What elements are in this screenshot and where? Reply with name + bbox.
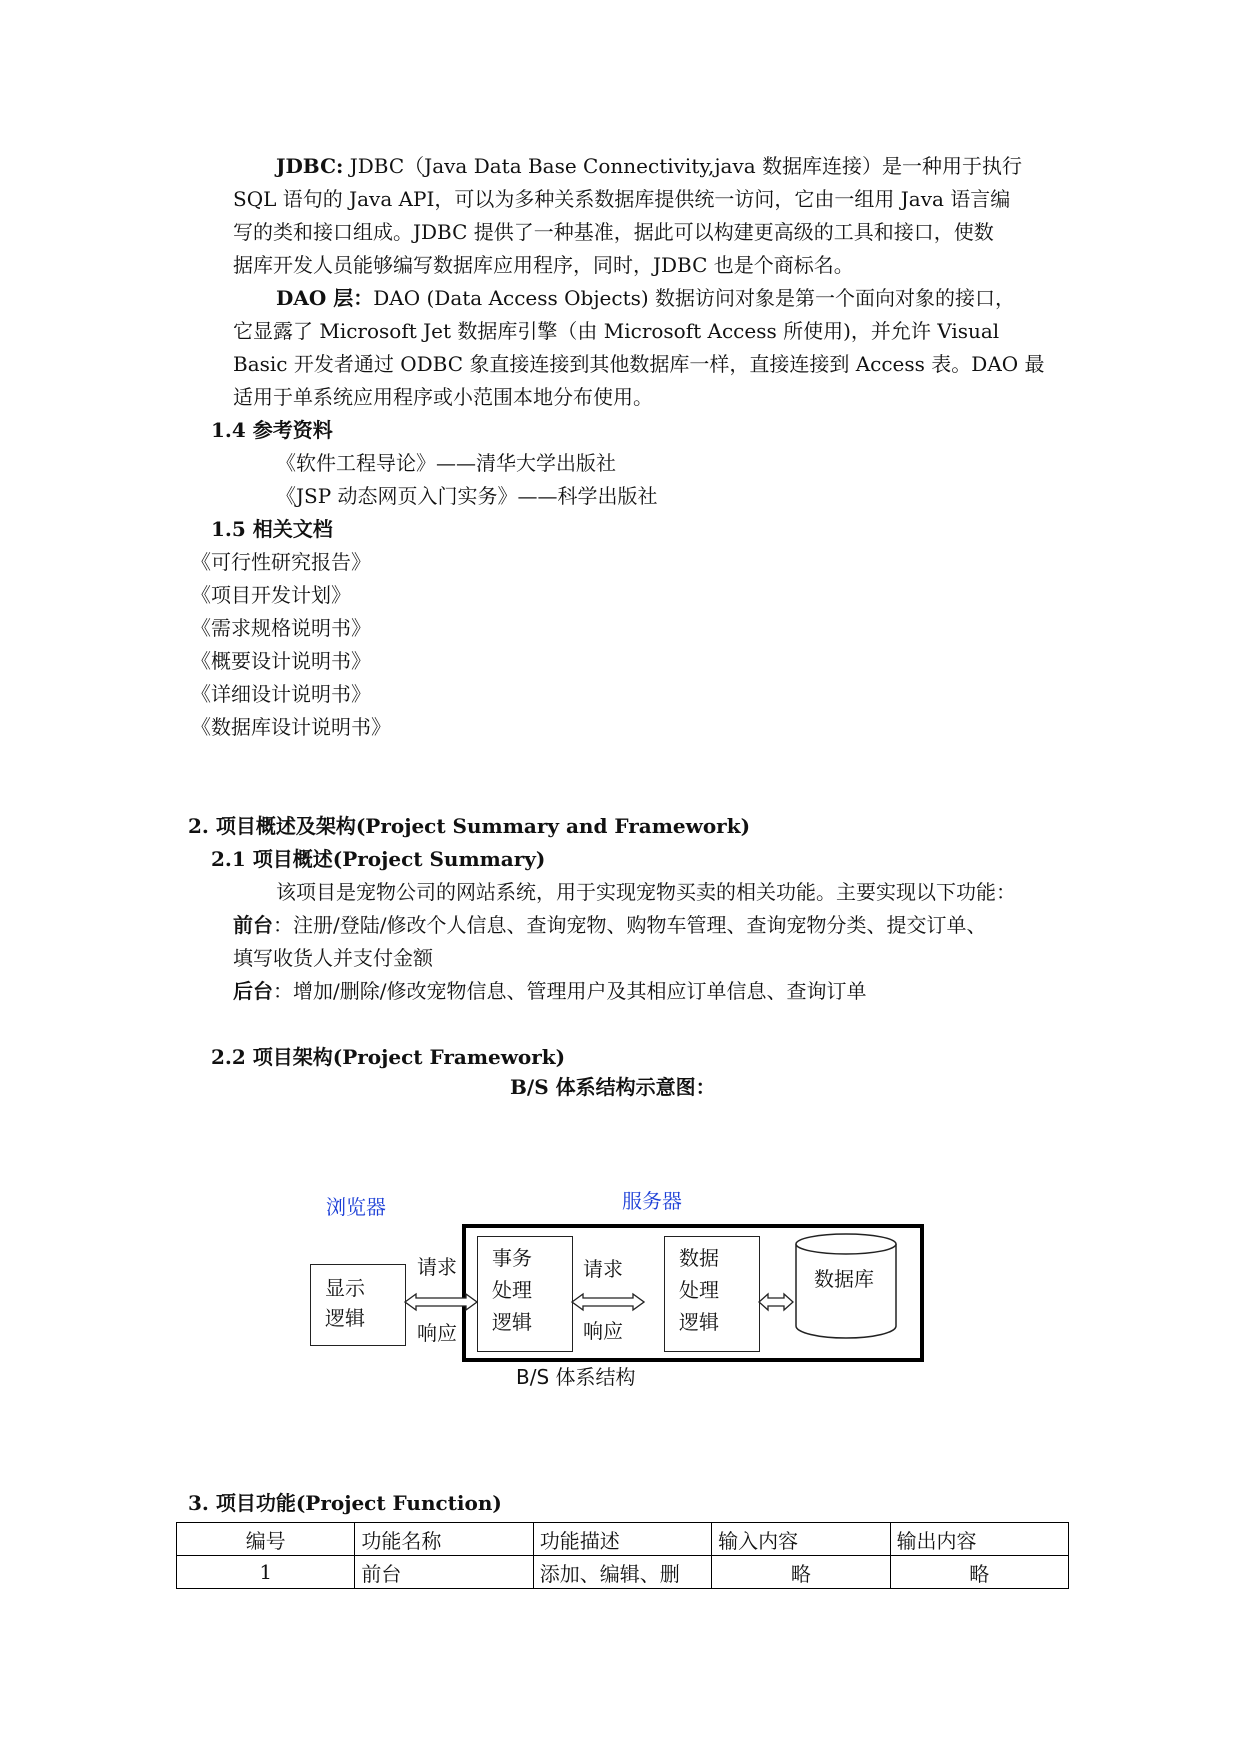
section-2-heading: 2. 项目概述及架构(Project Summary and Framework): [188, 814, 751, 838]
related-doc-1: 《可行性研究报告》: [191, 550, 371, 574]
database-label: 数据库: [814, 1267, 874, 1291]
server-label: 服务器: [622, 1189, 682, 1213]
back-label: 后台: [233, 979, 273, 1003]
request-label-2: 请求: [583, 1257, 623, 1281]
section-1-4-heading: 1.4 参考资料: [211, 418, 333, 442]
dao-line-3: Basic 开发者通过 ODBC 象直接连接到其他数据库一样，直接连接到 Access 表。DAO 最: [233, 352, 1045, 376]
reference-item-1: 《软件工程导论》——清华大学出版社: [276, 451, 616, 475]
front-label: 前台: [233, 913, 273, 937]
response-label-1: 响应: [417, 1321, 457, 1345]
jdbc-term: JDBC:: [276, 154, 344, 178]
header-cell-input: 输入内容: [712, 1523, 890, 1556]
header-cell-id: 编号: [177, 1523, 355, 1556]
bs-architecture-diagram: [300, 1180, 960, 1430]
data-logic-line-3: 逻辑: [679, 1310, 719, 1334]
dao-text-1: DAO (Data Access Objects) 数据访问对象是第一个面向对象的接口，: [373, 286, 1016, 310]
request-label-1: 请求: [417, 1255, 457, 1279]
header-cell-desc: 功能描述: [533, 1523, 711, 1556]
data-logic-line-2: 处理: [679, 1278, 719, 1302]
business-logic-box: [477, 1236, 573, 1352]
diagram-caption: B/S 体系结构: [516, 1365, 636, 1389]
jdbc-line-2: SQL 语句的 Java API，可以为多种关系数据库提供统一访问，它由一组用 Java 语言编: [233, 187, 1011, 211]
back-text: ：增加/删除/修改宠物信息、管理用户及其相应订单信息、查询订单: [273, 979, 867, 1003]
display-logic-box: [310, 1264, 406, 1346]
related-doc-3: 《需求规格说明书》: [191, 616, 371, 640]
table-header-row: [177, 1523, 1069, 1556]
header-cell-output: 输出内容: [890, 1523, 1068, 1556]
arrow-display-business: [404, 1292, 478, 1312]
summary-intro: 该项目是宠物公司的网站系统，用于实现宠物买卖的相关功能。主要实现以下功能：: [276, 880, 1016, 904]
jdbc-line-3: 写的类和接口组成。JDBC 提供了一种基准，据此可以构建更高级的工具和接口，使数: [233, 220, 994, 244]
cell-id: 1: [177, 1556, 355, 1589]
data-logic-line-1: 数据: [679, 1246, 719, 1270]
section-2-1-heading: 2.1 项目概述(Project Summary): [211, 847, 546, 871]
cell-input: 略: [712, 1556, 890, 1589]
dao-term: DAO 层：: [276, 286, 374, 310]
response-label-2: 响应: [583, 1319, 623, 1343]
jdbc-text-1: JDBC（Java Data Base Connectivity,java 数据库连接）是一种用于执行: [343, 154, 1023, 178]
dao-line-1: [276, 284, 1015, 312]
dao-line-4: 适用于单系统应用程序或小范围本地分布使用。: [233, 385, 653, 409]
display-logic-line-1: 显示: [325, 1276, 365, 1300]
table-row: [177, 1556, 1069, 1589]
cell-output: 略: [890, 1556, 1068, 1589]
header-cell-name: 功能名称: [355, 1523, 533, 1556]
cell-name: 前台: [355, 1556, 533, 1589]
section-1-5-heading: 1.5 相关文档: [211, 517, 333, 541]
section-2-2-heading: 2.2 项目架构(Project Framework): [211, 1045, 566, 1069]
business-logic-line-1: 事务: [492, 1246, 532, 1270]
business-logic-line-3: 逻辑: [492, 1310, 532, 1334]
related-doc-5: 《详细设计说明书》: [191, 682, 371, 706]
function-table: [176, 1522, 1069, 1589]
front-line-1: [233, 911, 986, 939]
related-doc-2: 《项目开发计划》: [191, 583, 351, 607]
arrow-business-data: [571, 1292, 645, 1312]
back-line: [233, 977, 866, 1005]
cell-desc: 添加、编辑、删: [533, 1556, 711, 1589]
arrow-data-database: [758, 1292, 794, 1312]
display-logic-line-2: 逻辑: [325, 1306, 365, 1330]
data-logic-box: [664, 1236, 760, 1352]
front-text-1: ：注册/登陆/修改个人信息、查询宠物、购物车管理、查询宠物分类、提交订单、: [273, 913, 987, 937]
diagram-title: B/S 体系结构示意图：: [510, 1075, 716, 1099]
jdbc-line-4: 据库开发人员能够编写数据库应用程序，同时，JDBC 也是个商标名。: [233, 253, 854, 277]
dao-line-2: 它显露了 Microsoft Jet 数据库引擎（由 Microsoft Access 所使用)，并允许 Visual: [233, 319, 1000, 343]
browser-label: 浏览器: [326, 1195, 386, 1219]
related-doc-6: 《数据库设计说明书》: [191, 715, 391, 739]
related-doc-4: 《概要设计说明书》: [191, 649, 371, 673]
section-3-heading: 3. 项目功能(Project Function): [188, 1491, 502, 1515]
jdbc-line-1: [276, 152, 1022, 180]
reference-item-2: 《JSP 动态网页入门实务》——科学出版社: [276, 484, 658, 508]
business-logic-line-2: 处理: [492, 1278, 532, 1302]
front-line-2: 填写收货人并支付金额: [233, 946, 433, 970]
